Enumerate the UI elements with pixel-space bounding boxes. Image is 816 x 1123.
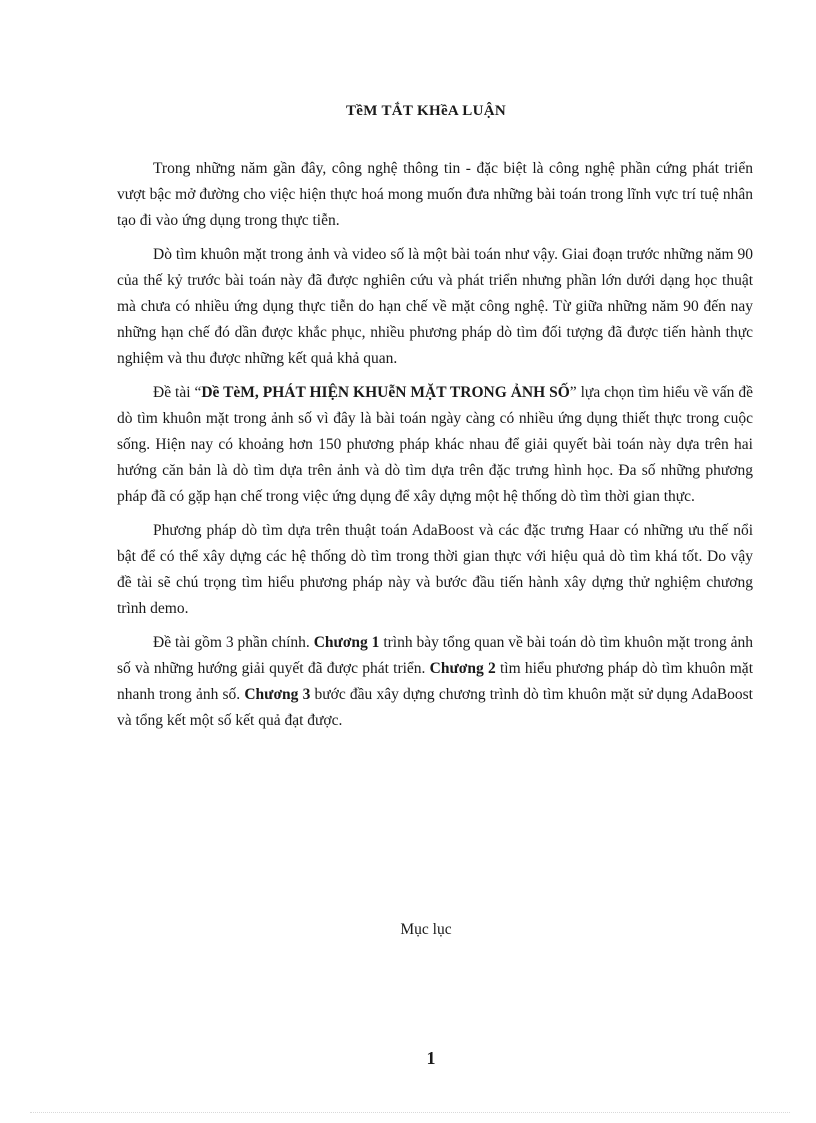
page-bottom-divider: [30, 1112, 790, 1113]
paragraph-text: Đề tài gồm 3 phần chính.: [153, 634, 314, 651]
paragraph: [117, 518, 753, 622]
paragraph-text: ” lựa chọn tìm hiểu về vấn đề dò tìm khuôn mặt trong ảnh số vì đây là bài toán ngày càng có nhiều ứng dụng thiết thực trong cuộc sống. Hiện nay có khoảng hơn 150 phương pháp khác nhau để giải quyết bài toán này dựa trên hai hướng căn bản là dò tìm dựa trên ảnh và dò tìm dựa trên đặc trưng hình học. Đa số những phương pháp đã có gặp hạn chế trong việc ứng dụng để xây dựng một hệ thống dò tìm thời gian thực.: [117, 384, 753, 505]
paragraph-text: Phương pháp dò tìm dựa trên thuật toán AdaBoost và các đặc trưng Haar có những ưu thế nổi bật để có thể xây dựng các hệ thống dò tìm trong thời gian thực với hiệu quả dò tìm khá tốt. Do vậy đề tài sẽ chú trọng tìm hiểu phương pháp này và bước đầu tiến hành xây dựng thử nghiệm chương trình demo.: [117, 522, 753, 617]
thesis-topic-title: Dề TèM, PHÁT HIỆN KHUễN MẶT TRONG ẢNH SỐ: [201, 384, 570, 401]
paragraph-text: bước đầu xây dựng chương trình dò tìm khuôn mặt sử dụng AdaBoost và tổng kết một số kết quả đạt được.: [117, 686, 753, 729]
chapter-3-label: Chương 3: [244, 686, 311, 703]
paragraph: [117, 242, 753, 372]
chapter-1-label: Chương 1: [313, 634, 380, 651]
paragraph: [117, 380, 753, 510]
table-of-contents-heading: Mục lục: [400, 921, 452, 938]
paragraph-text: trình bày tổng quan về bài toán dò tìm khuôn mặt trong ảnh số và những hướng giải quyết đã được phát triển.: [117, 634, 753, 677]
paragraph-text: Trong những năm gần đây, công nghệ thông tin - đặc biệt là công nghệ phần cứng phát triển vượt bậc mở đường cho việc hiện thực hoá mong muốn đưa những bài toán trong lĩnh vực trí tuệ nhân tạo đi vào ứng dụng trong thực tiễn.: [117, 160, 753, 229]
paragraph-text: Đề tài “: [153, 384, 202, 401]
page-number: 1: [426, 1048, 436, 1068]
document-title: TềM TẮT KHềA LUẬN: [346, 103, 506, 119]
paragraph: [117, 156, 753, 234]
chapter-2-label: Chương 2: [429, 660, 496, 677]
paragraph-text: tìm hiểu phương pháp dò tìm khuôn mặt nhanh trong ảnh số.: [117, 660, 753, 703]
paragraph: [117, 630, 753, 734]
paragraph-text: Dò tìm khuôn mặt trong ảnh và video số là một bài toán như vậy. Giai đoạn trước những năm 90 của thế kỷ trước bài toán này đã được nghiên cứu và phát triển nhưng phần lớn dưới dạng học thuật mà chưa có nhiều ứng dụng thực tiễn do hạn chế về mặt công nghệ. Từ giữa những năm 90 đến nay những hạn chế đó dần được khắc phục, nhiều phương pháp dò tìm đối tượng đã được tiến hành thực nghiệm và thu được những kết quả khả quan.: [117, 246, 753, 367]
document-body: [117, 156, 753, 742]
